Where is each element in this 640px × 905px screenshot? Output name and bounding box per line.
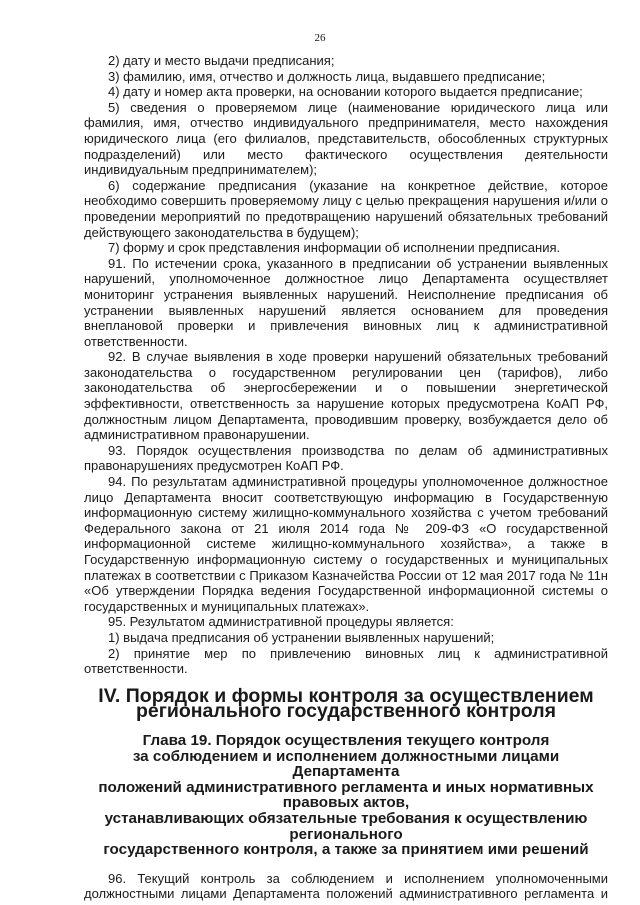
chapter-heading-line: Глава 19. Порядок осуществления текущего контроля xyxy=(142,731,550,749)
list-item-report-form: 7) форму и срок представления информации об исполнении предписания. xyxy=(108,240,561,256)
result-item-order-issue: 1) выдача предписания об устранении выявленных нарушений; xyxy=(108,629,495,645)
list-item-issue-date-place: 2) дату и место выдачи предписания; xyxy=(108,53,335,68)
chapter-heading-line: за соблюдением и исполнением должностными лицами Департамента xyxy=(132,747,560,781)
chapter-heading-line: государственного контроля, а также за принятием ими решений xyxy=(103,841,589,859)
section-heading-line: IV. Порядок и формы контроля за осуществлением xyxy=(98,684,594,707)
paragraph-95: 95. Результатом административной процедуры является: xyxy=(108,614,454,630)
paragraph-96: 96. Текущий контроль за соблюдением и исполнением уполномоченными должностными лицами Департамента положений административного регламента и xyxy=(84,870,608,902)
list-item-inspected-person: 5) сведения о проверяемом лице (наименование юридического лица или фамилия, имя, отчество индивидуального предпринимателя, место нахождения юридического лица (его филиалов, представительств, обособленных структурных подразделений) или место фактического осуществления деятельности индивидуальным предпринимателем); xyxy=(84,99,608,178)
paragraph-92: 92. В случае выявления в ходе проверки нарушений обязательных требований законодательства о государственном регулировании цен (тарифов), либо законодательства об энергосбережении и о повышении энергетической эффективности, ответственность за нарушение которых предусмотрена КоАП РФ, должностным лицом Департамента, проводившим проверку, возбуждается дело об административном правонарушении. xyxy=(84,349,608,443)
list-item-order-content: 6) содержание предписания (указание на конкретное действие, которое необходимо совершить проверяемому лицу с целью прекращения нарушения и/или о проведении мероприятий по предотвращению нарушений обязательных требований действующего законодательства в будущем); xyxy=(84,177,608,240)
body-text xyxy=(84,53,608,902)
page-number: 26 xyxy=(314,32,326,44)
paragraph-93: 93. Порядок осуществления производства по делам об административных правонарушениях предусмотрен КоАП РФ. xyxy=(84,442,608,474)
list-item-inspection-act: 4) дату и номер акта проверки, на основании которого выдается предписание; xyxy=(108,84,583,100)
list-item-issuer-name: 3) фамилию, имя, отчество и должность лица, выдавшего предписание; xyxy=(108,68,546,84)
chapter-heading-line: устанавливающих обязательные требования к осуществлению регионального xyxy=(104,809,588,843)
section-heading-line: регионального государственного контроля xyxy=(136,700,556,723)
paragraph-94: 94. По результатам административной процедуры уполномоченное должностное лицо Департамента вносит соответствующую информацию в Государственную информационную систему жилищно-коммунального хозяйства с учетом требований Федерального закона от 21 июля 2014 года № 209-ФЗ «О государственной информационной системе жилищно-коммунального хозяйства», а также в Государственную информационную систему о государственных и муниципальных платежах в соответствии с Приказом Казначейства России от 12 мая 2017 года № 11н «Об утверждении Порядка ведения Государственной информационной системы о государственных и муниципальных платежах». xyxy=(84,474,608,614)
chapter-heading xyxy=(84,733,608,858)
paragraph-91: 91. По истечении срока, указанного в предписании об устранении выявленных нарушений, уполномоченное должностное лицо Департамента осуществляет мониторинг устранения выявленных нарушений. Неисполнение предписания об устранении выявленных нарушений является основанием для проведения внеплановой проверки и привлечения виновных лиц к административной ответственности. xyxy=(84,255,608,349)
section-heading xyxy=(84,684,608,723)
result-item-liability: 2) принятие мер по привлечению виновных лиц к административной ответственности. xyxy=(84,645,608,677)
chapter-heading-line: положений административного регламента и иных нормативных правовых актов, xyxy=(98,778,594,812)
